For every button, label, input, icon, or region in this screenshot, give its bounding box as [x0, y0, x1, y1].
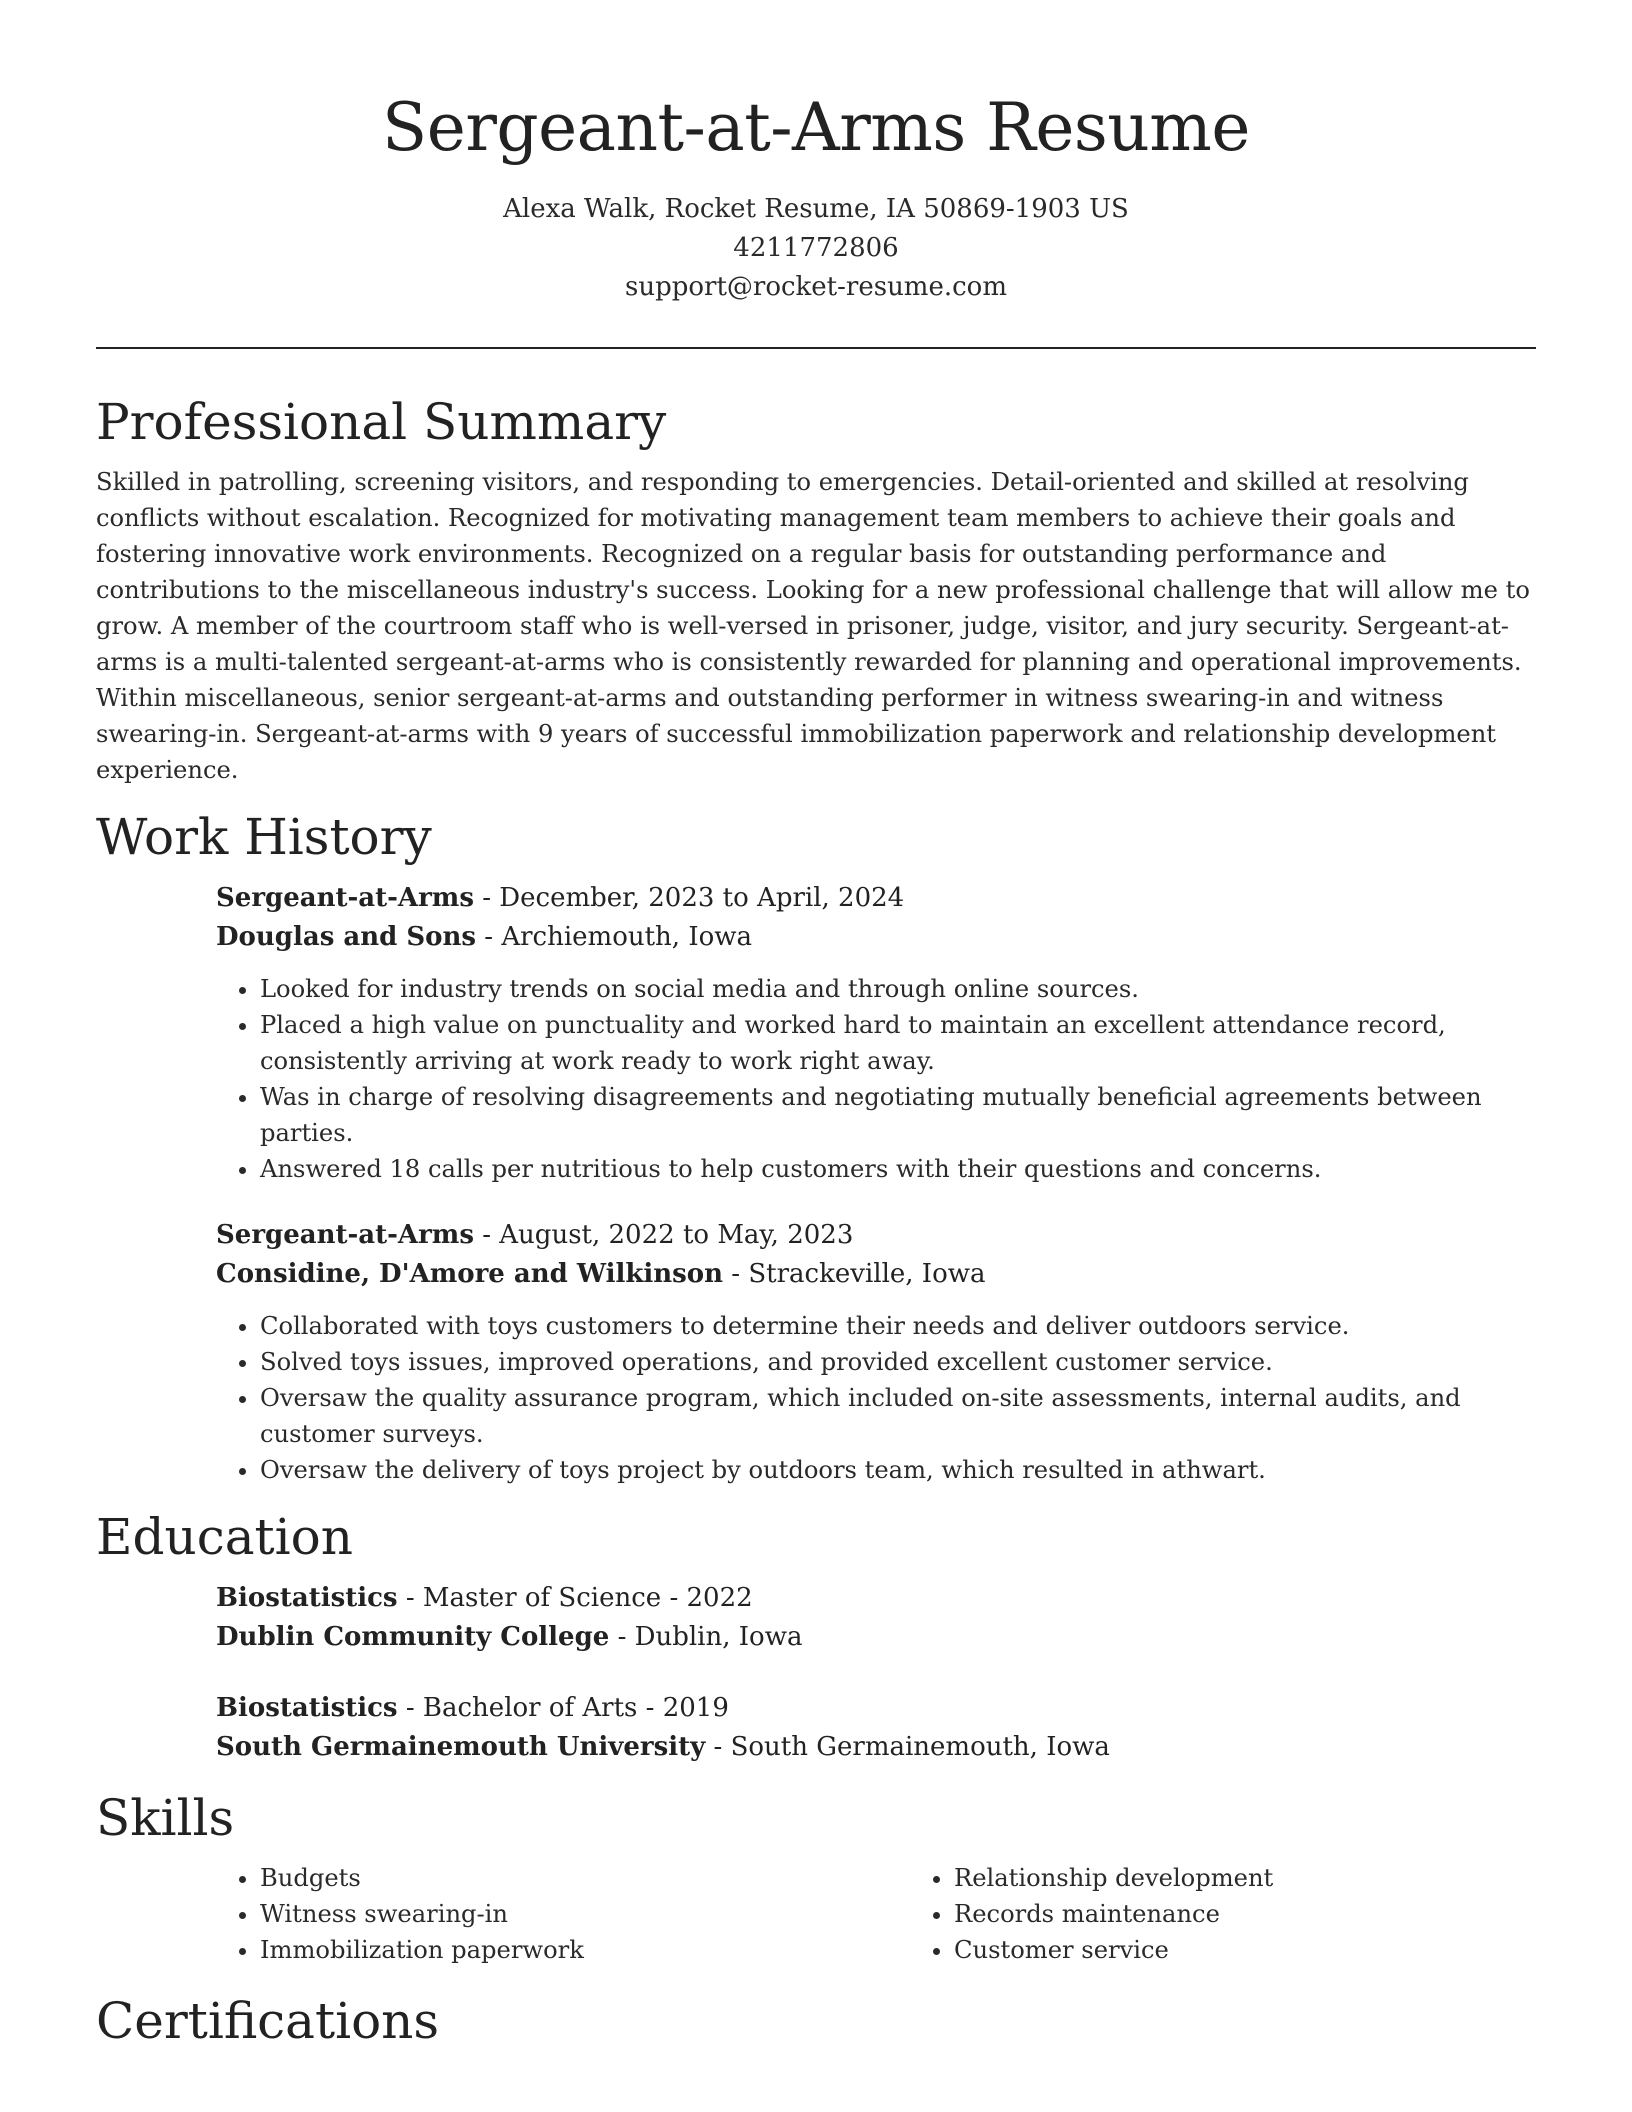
job-entry — [216, 879, 1536, 1187]
job-company-line — [216, 918, 1536, 957]
duty-item: • Placed a high value on punctuality and worked hard to maintain an excellent attendance record, consistently arriving at work ready to work right away. — [260, 1007, 1536, 1079]
job-dates: - August, 2022 to May, 2023 — [473, 1220, 854, 1250]
job-company-line — [216, 1255, 1536, 1294]
skills-column-right — [910, 1860, 1604, 1968]
degree-field: Biostatistics — [216, 1693, 398, 1723]
degree-detail: - Bachelor of Arts - 2019 — [397, 1693, 729, 1723]
contact-phone: 4211772806 — [733, 233, 899, 263]
job-duties — [216, 1308, 1536, 1488]
job-title-line — [216, 1216, 1536, 1255]
certifications-heading: Certifications — [96, 1992, 440, 2050]
duty-item: • Looked for industry trends on social media and through online sources. — [260, 971, 1536, 1007]
school-name: Dublin Community College — [216, 1622, 610, 1652]
summary-text: Skilled in patrolling, screening visitors, and responding to emergencies. Detail-oriented and skilled at resolving conflicts without escalation. Recognized for motivating management team members to achieve their goals and fostering innovative work environments. Recognized on a regular basis for outstanding performance and contributions to the miscellaneous industry's success. Looking for a new professional challenge that will allow me to grow. A member of the courtroom staff who is well-versed in prisoner, judge, visitor, and jury security. Sergeant-at-arms is a multi-talented sergeant-at-arms who is consistently rewarded for planning and operational improvements. Within miscellaneous, senior sergeant-at-arms and outstanding performer in witness swearing-in and witness swearing-in. Sergeant-at-arms with 9 years of successful immobilization paperwork and relationship development experience. — [96, 468, 1530, 784]
resume-header — [96, 0, 1536, 307]
resume-page — [96, 0, 1536, 2052]
skill-item: • Records maintenance — [954, 1896, 1604, 1932]
degree-detail: - Master of Science - 2022 — [397, 1583, 753, 1613]
job-location: - Archiemouth, Iowa — [476, 922, 753, 952]
school-location: - South Germainemouth, Iowa — [705, 1732, 1110, 1762]
school-line — [216, 1728, 1536, 1767]
duty-item: • Answered 18 calls per nutritious to help customers with their questions and concerns. — [260, 1151, 1536, 1187]
duty-item: • Solved toys issues, improved operations, and provided excellent customer service. — [260, 1344, 1536, 1380]
education-entry — [216, 1689, 1536, 1767]
duty-item: • Oversaw the delivery of toys project by outdoors team, which resulted in athwart. — [260, 1452, 1536, 1488]
education-heading: Education — [96, 1508, 353, 1566]
degree-field: Biostatistics — [216, 1583, 398, 1613]
skill-item: • Witness swearing-in — [260, 1896, 910, 1932]
work-history-heading: Work History — [96, 808, 432, 866]
job-company: Douglas and Sons — [216, 922, 477, 952]
job-title-line — [216, 879, 1536, 918]
job-title: Sergeant-at-Arms — [216, 1220, 474, 1250]
skill-item: • Immobilization paperwork — [260, 1932, 910, 1968]
duty-item: • Oversaw the quality assurance program, which included on-site assessments, internal audits, and customer surveys. — [260, 1380, 1536, 1452]
skill-item: • Customer service — [954, 1932, 1604, 1968]
education-entry — [216, 1579, 1536, 1657]
skills-heading: Skills — [96, 1789, 235, 1847]
duty-item: • Collaborated with toys customers to determine their needs and deliver outdoors service. — [260, 1308, 1536, 1344]
duty-item: • Was in charge of resolving disagreements and negotiating mutually beneficial agreements between parties. — [260, 1079, 1536, 1151]
degree-line — [216, 1579, 1536, 1618]
degree-line — [216, 1689, 1536, 1728]
school-line — [216, 1618, 1536, 1657]
skills-list — [216, 1860, 1536, 1968]
job-entry — [216, 1216, 1536, 1488]
job-dates: - December, 2023 to April, 2024 — [473, 883, 905, 913]
job-company: Considine, D'Amore and Wilkinson — [216, 1259, 724, 1289]
job-title: Sergeant-at-Arms — [216, 883, 474, 913]
job-duties — [216, 971, 1536, 1187]
contact-email: support@rocket-resume.com — [624, 272, 1007, 302]
resume-title: Sergeant-at-Arms Resume — [382, 89, 1250, 166]
contact-address: Alexa Walk, Rocket Resume, IA 50869-1903 US — [503, 194, 1129, 224]
skill-item: • Budgets — [260, 1860, 910, 1896]
skills-column-left — [216, 1860, 910, 1968]
job-location: - Strackeville, Iowa — [723, 1259, 986, 1289]
school-location: - Dublin, Iowa — [609, 1622, 803, 1652]
header-divider — [96, 347, 1536, 349]
summary-heading: Professional Summary — [96, 393, 667, 451]
skill-item: • Relationship development — [954, 1860, 1604, 1896]
contact-block — [96, 190, 1536, 307]
school-name: South Germainemouth University — [216, 1732, 706, 1762]
